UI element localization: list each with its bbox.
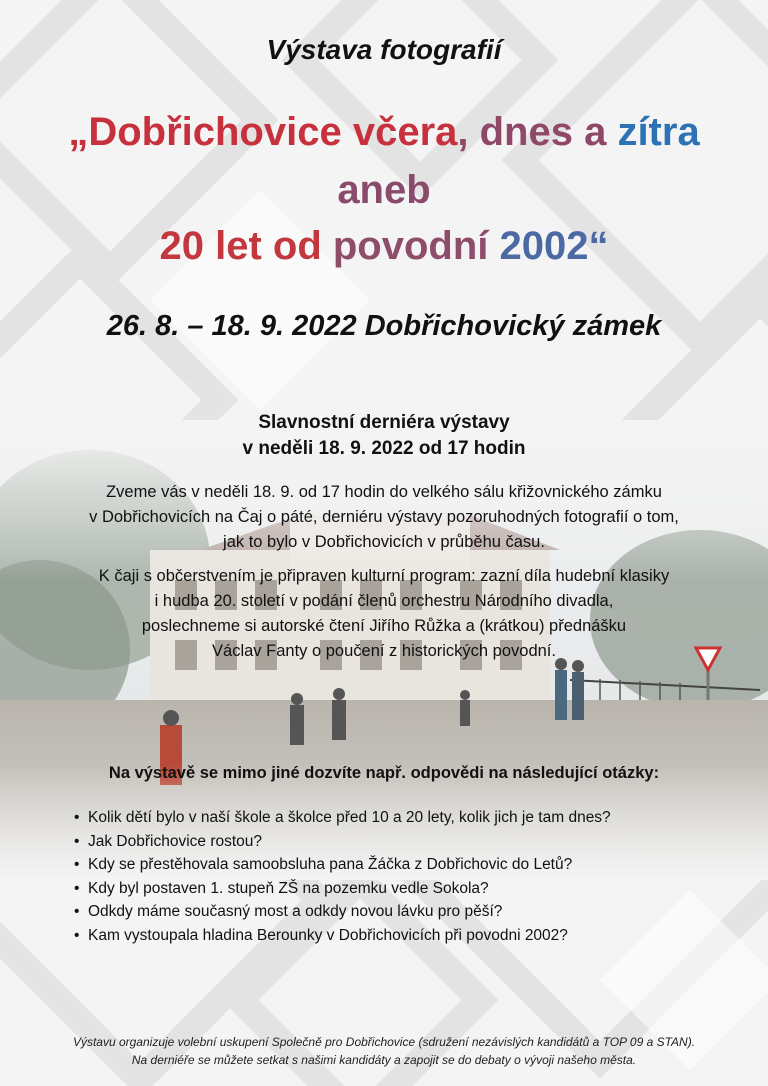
title-line-1 bbox=[0, 108, 768, 156]
list-item: • Kdy se přestěhovala samoobsluha pana Žáčka z Dobřichovic do Letů? bbox=[74, 853, 714, 877]
footer-line-2: Na derniéře se můžete setkat s našimi kandidáty a zapojit se do debaty o vývoji našeho města. bbox=[131, 1053, 637, 1067]
title-line-1-part-2: , dnes a bbox=[457, 110, 618, 154]
title-line-3-part-3: 2002“ bbox=[499, 224, 609, 268]
derniera-line-1: Slavnostní derniéra výstavy bbox=[258, 412, 510, 433]
derniera-line-2: v neděli 18. 9. 2022 od 17 hodin bbox=[242, 438, 526, 459]
title-line-3-part-2: povodní bbox=[332, 224, 500, 268]
title-line-3 bbox=[0, 222, 768, 270]
exhibition-dates: 26. 8. – 18. 9. 2022 Dobřichovický zámek bbox=[106, 310, 662, 342]
paragraph-line: v Dobřichovicích na Čaj o páté, derniéru výstavy pozoruhodných fotografií o tom, bbox=[89, 508, 679, 526]
paragraph-line: poslechneme si autorské čtení Jiřího Růžka a (krátkou) přednášku bbox=[141, 617, 627, 635]
invitation-paragraph bbox=[40, 480, 728, 555]
footer-line-1: Výstavu organizuje volební uskupení Společně pro Dobřichovice (sdružení nezávislých kandidátů a TOP 09 a STAN). bbox=[72, 1035, 696, 1049]
list-item: • Odkdy máme současný most a odkdy novou lávku pro pěší? bbox=[74, 900, 714, 924]
list-item: • Kdy byl postaven 1. stupeň ZŠ na pozemku vedle Sokola? bbox=[74, 877, 714, 901]
list-item: • Kolik dětí bylo v naší škole a školce před 10 a 20 lety, kolik jich je tam dnes? bbox=[74, 806, 714, 830]
exhibition-subtitle: Výstava fotografií bbox=[266, 34, 502, 65]
footer-note bbox=[0, 1033, 768, 1069]
title-line-1-part-1: „Dobřichovice včera bbox=[68, 110, 458, 154]
questions-heading: Na výstavě se mimo jiné dozvíte např. odpovědi na následující otázky: bbox=[108, 764, 660, 782]
paragraph-line: i hudba 20. století v podání členů orchestru Národního divadla, bbox=[154, 592, 614, 610]
program-paragraph bbox=[40, 564, 728, 664]
derniera-heading bbox=[0, 410, 768, 462]
questions-list bbox=[74, 806, 714, 948]
title-line-3-part-1: 20 let od bbox=[159, 224, 333, 268]
paragraph-line: jak to bylo v Dobřichovicích v průběhu času. bbox=[223, 533, 545, 551]
paragraph-line: Václav Fanty o poučení z historických povodní. bbox=[212, 642, 556, 660]
paragraph-line: K čaji s občerstvením je připraven kulturní program: zazní díla hudební klasiky bbox=[98, 567, 670, 585]
paragraph-line: Zveme vás v neděli 18. 9. od 17 hodin do velkého sálu křižovnického zámku bbox=[106, 483, 662, 501]
title-line-1-part-3: zítra bbox=[617, 110, 700, 154]
title-line-2: aneb bbox=[337, 168, 431, 212]
list-item: • Kam vystoupala hladina Berounky v Dobřichovicích při povodni 2002? bbox=[74, 924, 714, 948]
list-item: • Jak Dobřichovice rostou? bbox=[74, 830, 714, 854]
